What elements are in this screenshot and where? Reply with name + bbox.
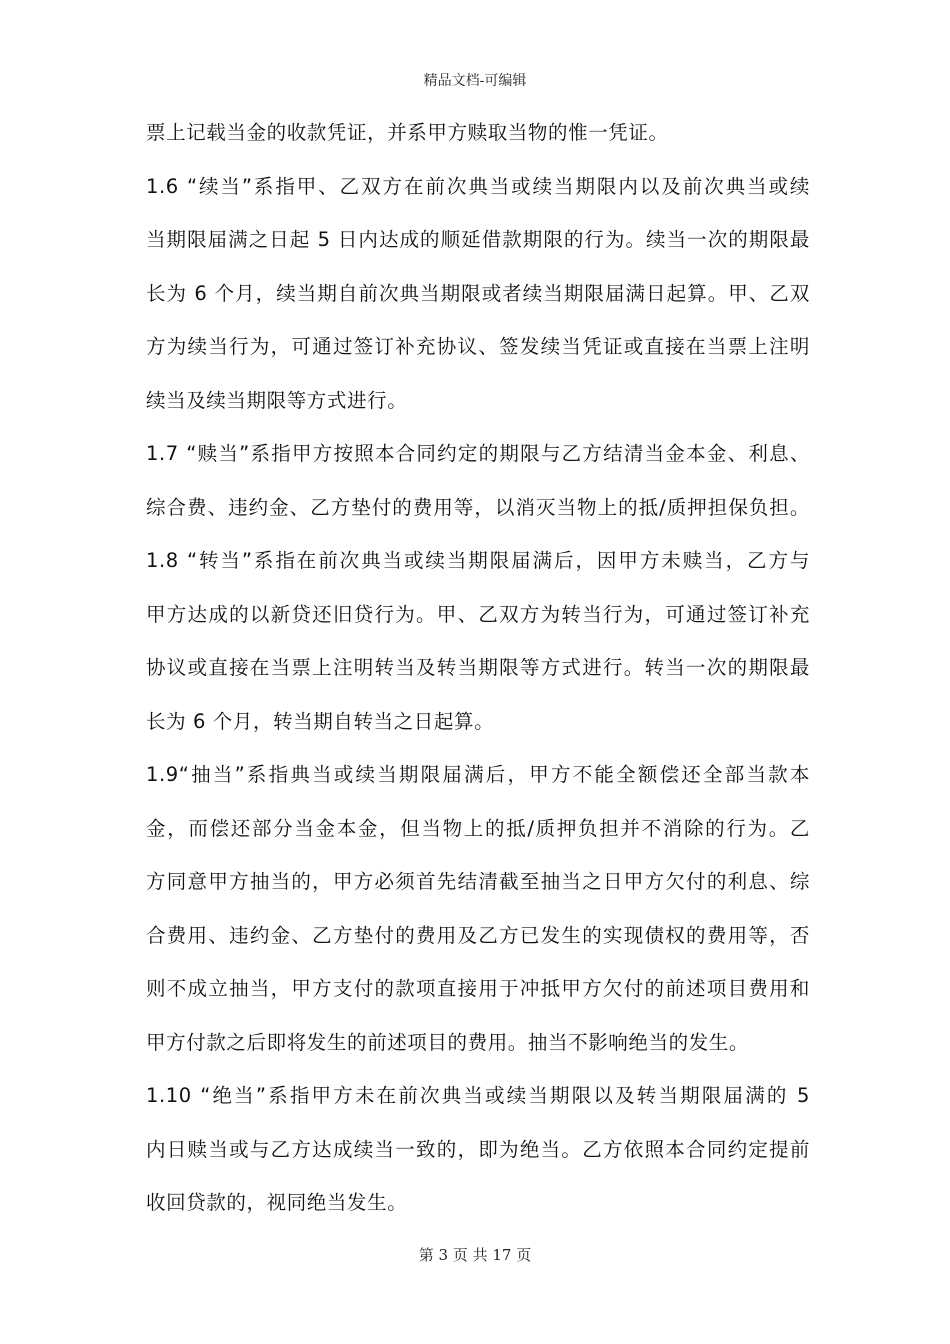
- text-line: 合费用、违约金、乙方垫付的费用及乙方已发生的实现债权的费用等，否: [146, 923, 810, 947]
- text-line: 收回贷款的，视同绝当发生。: [146, 1191, 408, 1214]
- text-line: 协议或直接在当票上注明转当及转当期限等方式进行。转当一次的期限最: [146, 656, 810, 679]
- text-line: 方为续当行为，可通过签订补充协议、签发续当凭证或直接在当票上注明: [146, 335, 810, 358]
- text-line: 长为 6 个月，转当期自转当之日起算。: [146, 709, 495, 733]
- text-line: 1.10 “绝当”系指甲方未在前次典当或续当期限以及转当期限届满的 5: [146, 1084, 810, 1107]
- text-line: 1.8 “转当”系指在前次典当或续当期限届满后，因甲方未赎当，乙方与: [146, 549, 810, 572]
- text-line: 1.6 “续当”系指甲、乙双方在前次典当或续当期限内以及前次典当或续: [146, 174, 810, 198]
- text-line: 续当及续当期限等方式进行。: [146, 388, 408, 412]
- document-body: [146, 106, 810, 1230]
- text-line: 甲方达成的以新贷还旧贷行为。甲、乙双方为转当行为，可通过签订补充: [146, 602, 810, 626]
- text-line: 当期限届满之日起 5 日内达成的顺延借款期限的行为。续当一次的期限最: [146, 228, 810, 251]
- text-line: 长为 6 个月，续当期自前次典当期限或者续当期限届满日起算。甲、乙双: [146, 281, 810, 305]
- page-header: 精品文档-可编辑: [423, 73, 527, 89]
- text-line: 1.9“抽当”系指典当或续当期限届满后，甲方不能全额偿还全部当款本: [146, 763, 810, 786]
- text-line: 甲方付款之后即将发生的前述项目的费用。抽当不影响绝当的发生。: [146, 1030, 750, 1054]
- page-number: 第 3 页 共 17 页: [418, 1246, 532, 1264]
- text-line: 金，而偿还部分当金本金，但当物上的抵/质押负担并不消除的行为。乙: [146, 816, 810, 840]
- text-line: 票上记载当金的收款凭证，并系甲方赎取当物的惟一凭证。: [146, 121, 669, 144]
- text-line: 内日赎当或与乙方达成续当一致的，即为绝当。乙方依照本合同约定提前: [146, 1137, 810, 1161]
- text-line: 则不成立抽当，甲方支付的款项直接用于冲抵甲方欠付的前述项目费用和: [146, 977, 810, 1000]
- text-line: 1.7 “赎当”系指甲方按照本合同约定的期限与乙方结清当金本金、利息、: [146, 442, 810, 465]
- text-line: 综合费、违约金、乙方垫付的费用等，以消灭当物上的抵/质押担保负担。: [146, 495, 810, 519]
- text-line: 方同意甲方抽当的，甲方必须首先结清截至抽当之日甲方欠付的利息、综: [146, 870, 810, 893]
